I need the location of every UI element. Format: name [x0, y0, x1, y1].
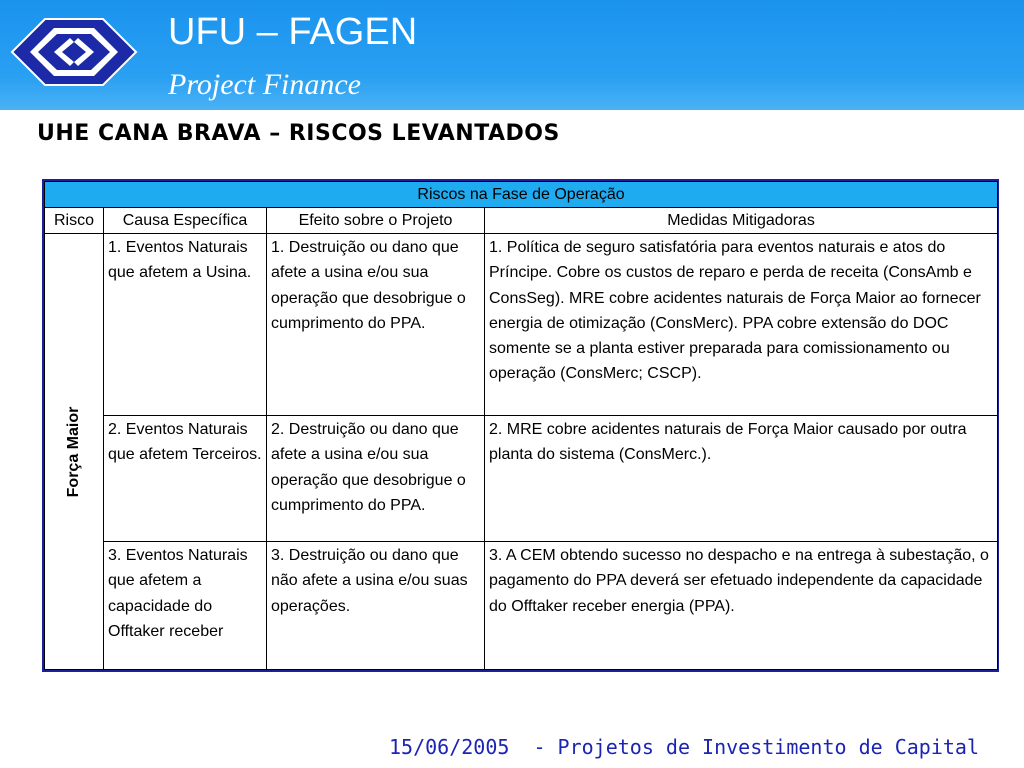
effect-cell: 2. Destruição ou dano que afete a usina e/ou sua operação que desobrigue o cumprimento do PPA. [267, 416, 485, 542]
mitigation-cell: 2. MRE cobre acidentes naturais de Força Maior causado por outra planta do sistema (ConsMerc.). [485, 416, 998, 542]
cause-cell: 2. Eventos Naturais que afetem Terceiros. [104, 416, 267, 542]
column-header-risco: Risco [45, 208, 104, 234]
table-header-row [45, 208, 998, 234]
slide-title: UHE CANA BRAVA – RISCOS LEVANTADOS [37, 121, 560, 146]
column-header-causa: Causa Específica [104, 208, 267, 234]
header-banner [0, 0, 1024, 110]
table-row [45, 542, 998, 670]
column-header-efeito: Efeito sobre o Projeto [267, 208, 485, 234]
risk-table [44, 181, 998, 670]
table-row [45, 416, 998, 542]
table-caption: Riscos na Fase de Operação [45, 182, 998, 208]
footer-text: 15/06/2005 - Projetos de Investimento de Capital [388, 735, 979, 759]
mitigation-cell: 3. A CEM obtendo sucesso no despacho e na entrega à subestação, o pagamento do PPA deverá ser efetuado independente da capacidade do Offtaker receber energia (PPA). [485, 542, 998, 670]
risk-table-frame [42, 179, 999, 672]
mitigation-cell: 1. Política de seguro satisfatória para eventos naturais e atos do Príncipe. Cobre os custos de reparo e perda de receita (ConsAmb e ConsSeg). MRE cobre acidentes naturais de Força Maior ao fornecer energia de otimização (ConsMerc). PPA cobre extensão do DOC somente se a planta estiver preparada para comissionamento ou operação (ConsMerc; CSCP). [485, 234, 998, 416]
effect-cell: 1. Destruição ou dano que afete a usina e/ou sua operação que desobrigue o cumprimento do PPA. [267, 234, 485, 416]
column-header-medidas: Medidas Mitigadoras [485, 208, 998, 234]
header-title: UFU – FAGEN [168, 11, 418, 53]
header-subtitle: Project Finance [168, 68, 361, 101]
risk-category-cell [45, 234, 104, 670]
table-caption-row [45, 182, 998, 208]
cause-cell: 1. Eventos Naturais que afetem a Usina. [104, 234, 267, 416]
effect-cell: 3. Destruição ou dano que não afete a usina e/ou suas operações. [267, 542, 485, 670]
risk-category-label: Força Maior [65, 406, 82, 497]
cause-cell: 3. Eventos Naturais que afetem a capacidade do Offtaker receber [104, 542, 267, 670]
table-row [45, 234, 998, 416]
ufu-diamond-logo-icon [10, 17, 138, 87]
